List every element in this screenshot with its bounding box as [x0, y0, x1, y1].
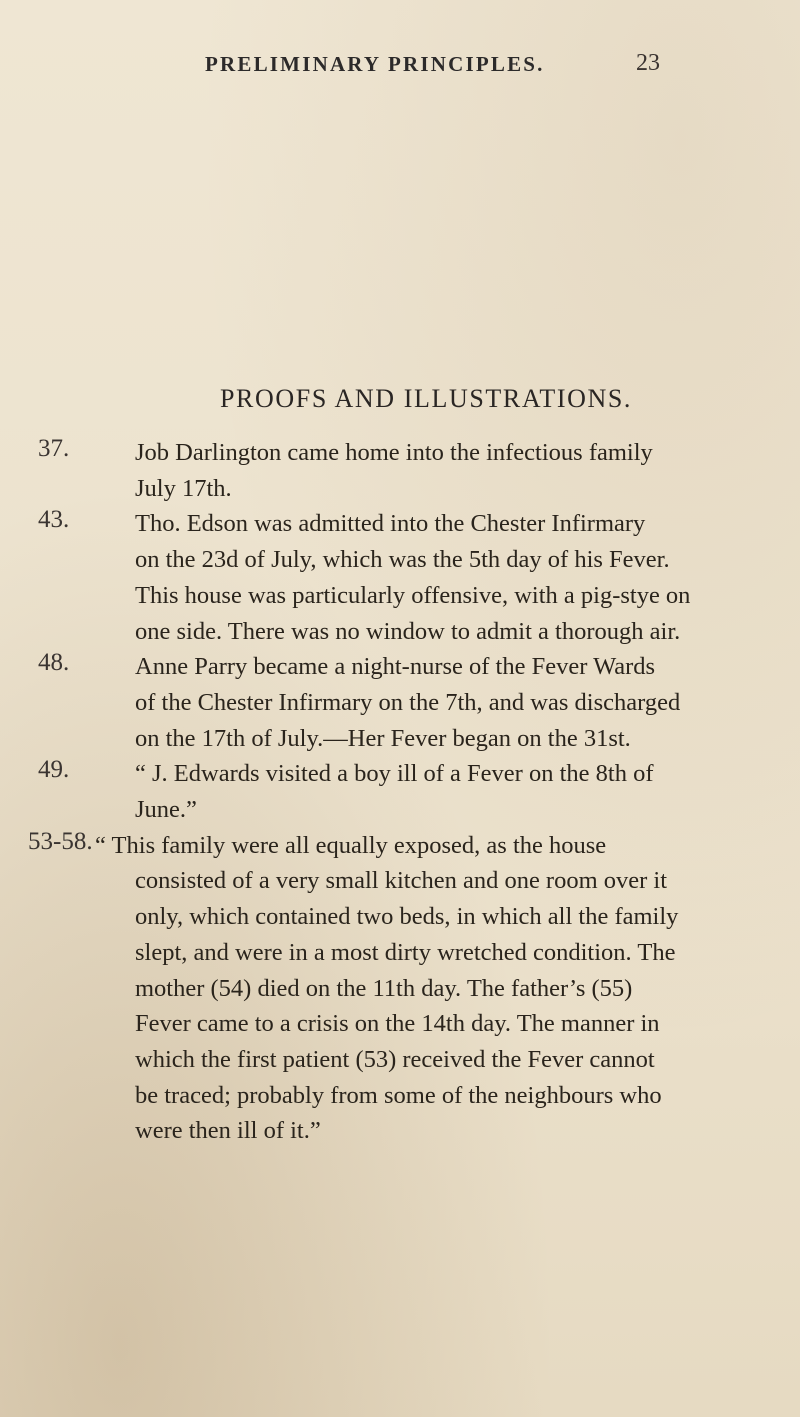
entry-49: [0, 756, 800, 827]
entry-line: “ J. Edwards visited a boy ill of a Fever on the 8th of: [135, 760, 654, 788]
entry-line: one side. There was no window to admit a thorough air.: [135, 617, 681, 645]
entry-37: [0, 435, 800, 506]
entry-line: Job Darlington came home into the infectious family: [135, 439, 653, 466]
entry-line: June.”: [135, 796, 197, 824]
entry-line: Tho. Edson was admitted into the Chester Infirmary: [135, 510, 646, 538]
entry-number: 37.: [38, 435, 70, 462]
section-title: PROOFS AND ILLUSTRATIONS.: [220, 384, 632, 413]
entry-line: July 17th.: [135, 474, 232, 502]
entry-number: 49.: [38, 756, 70, 784]
entry-line: be traced; probably from some of the neighbours who: [135, 1081, 662, 1109]
entry-line: slept, and were in a most dirty wretched condition. The: [135, 938, 676, 966]
entry-line: Fever came to a crisis on the 14th day. The manner in: [135, 1010, 660, 1038]
entry-number: 43.: [38, 506, 70, 534]
entry-line: of the Chester Infirmary on the 7th, and was discharged: [135, 688, 681, 716]
entries-list: [0, 435, 800, 1149]
entry-43: [0, 506, 800, 649]
running-title: PRELIMINARY PRINCIPLES.: [205, 52, 545, 76]
entry-line: mother (54) died on the 11th day. The father’s (55): [135, 974, 633, 1002]
entry-number: 48.: [38, 649, 70, 677]
entry-line: on the 17th of July.—Her Fever began on the 31st.: [135, 724, 631, 752]
entry-line: consisted of a very small kitchen and one room over it: [135, 867, 668, 895]
entry-line: which the first patient (53) received the Fever cannot: [135, 1045, 655, 1073]
entry-line: This house was particularly offensive, with a pig-stye on: [135, 581, 691, 609]
entry-line: only, which contained two beds, in which all the family: [135, 903, 679, 931]
entry-line: Anne Parry became a night-nurse of the Fever Wards: [135, 653, 656, 681]
running-head: [205, 52, 660, 86]
entry-line: on the 23d of July, which was the 5th day of his Fever.: [135, 546, 670, 574]
entry-line: “ This family were all equally exposed, as the house: [95, 831, 607, 859]
entry-48: [0, 649, 800, 756]
entry-53-58: [0, 828, 800, 1149]
page-number: 23: [636, 50, 660, 76]
entry-line: were then ill of it.”: [135, 1117, 321, 1145]
entry-number: 53-58.: [28, 827, 93, 855]
